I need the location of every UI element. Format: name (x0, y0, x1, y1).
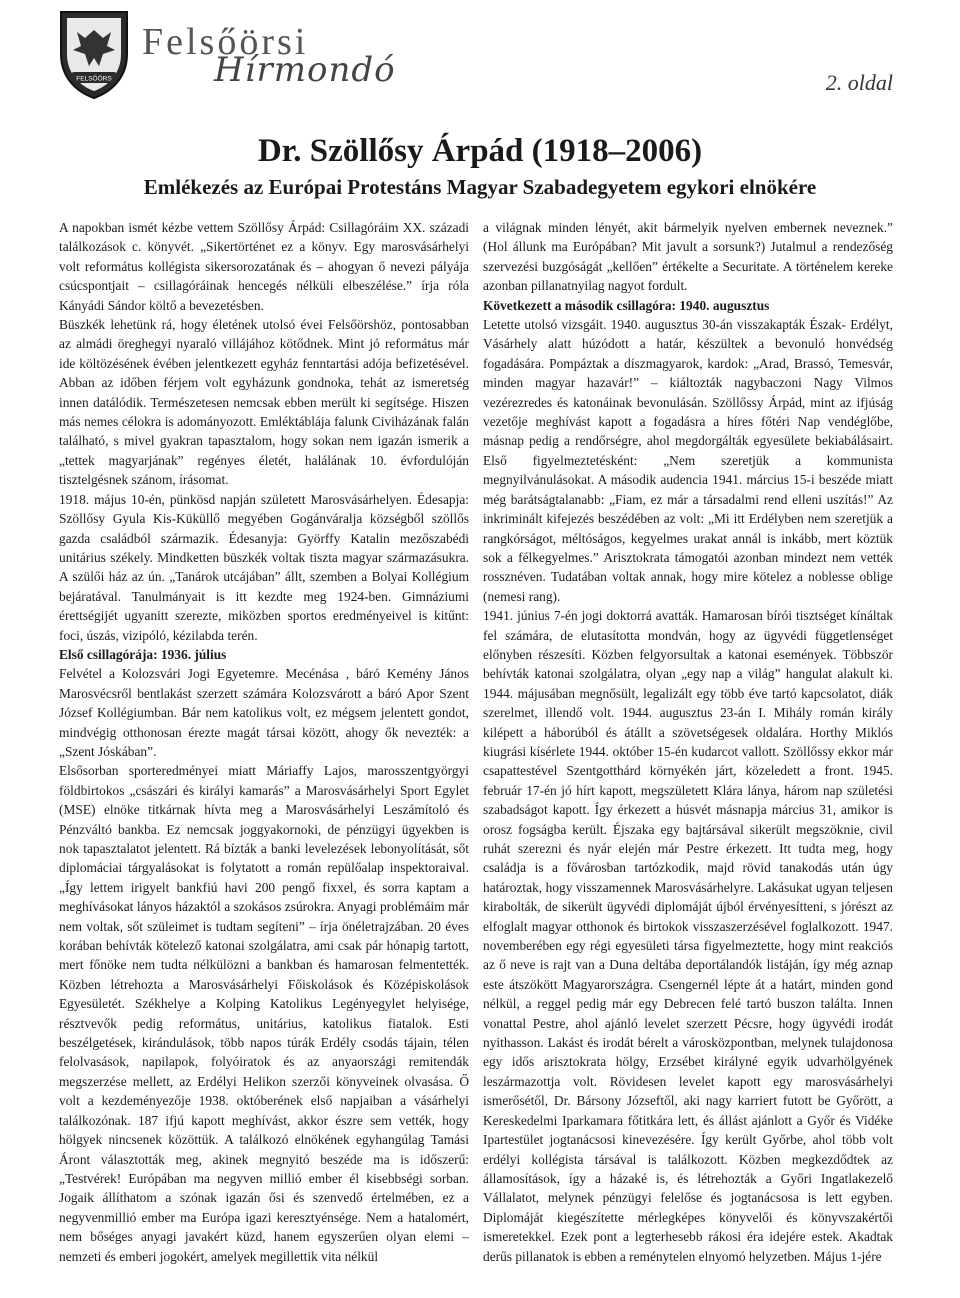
section-heading: Következett a második csillagóra: 1940. augusztus (483, 297, 770, 313)
paragraph: Felvétel a Kolozsvári Jogi Egyetemre. Mecénása , báró Kemény János Marosvécsről bentlakást szerzett számára Kolozsvárott a báró Apor Szent József Kollégiumban. Bár nem katolikus volt, ez mégsem jelentett gondot, mindvégig otthonosan érezte magát társai között, ahogy ők nevezték: a „Szent Jóskában”. (59, 666, 469, 759)
article-subtitle: Emlékezés az Európai Protestáns Magyar Szabadegyetem egykori elnökére (143, 175, 817, 199)
article-title: Dr. Szöllősy Árpád (1918–2006) (257, 133, 703, 169)
paragraph: Büszkék lehetünk rá, hogy életének utolsó évei Felsőörshöz, pontosabban az almádi öreghegyi nyaraló villájához kötődnek. Mint jó református már ide költözésének évében jelentkezett egyház fenntartási adója befizetésével. Abban az időben férjem volt egyházunk gondnoka, tehát az ismeretség innen datálódik. Természetesen nemcsak ebben merült ki segítsége. Hiszen más nemes célokra is adományozott. Emléktáblája falunk Civiházának falán található, s mivel gyakran tapasztalom, hogy sokan nem igazán ismerik a „tettek magyarjának” regényes életét, halálának 10. évfordulóján tisztelgésnek szánom, írásomat. (59, 317, 469, 488)
paragraph: a világnak minden lényét, akit bármelyik nyelven embernek neveznek.” (Hol állunk ma Európában? Mit javult a sorsunk?) Jutalmul a rendezőség szervezési buzgóságát „kellően” értékelte a Securitate. A történelem kereke azonban pillanatnyilag nagyot fordult. (483, 220, 893, 294)
section-heading: Első csillagórája: 1936. július (59, 646, 227, 662)
paragraph: Elsősorban sporteredményei miatt Máriaffy Lajos, marosszentgyörgyi földbirtokos „császári és királyi kamarás” a Marosvásárhelyi Sport Egylet (MSE) elnöke titkárnak hívta meg a Marosvásárhelyi Leszámítoló és Pénzváltó bankba. Ez nemcsak joggyakornoki, de pénzügyi ügyekben is nok tapasztalatot jelentett. Rá bízták a banki levelezések lebonyolítását, sőt diplomáciai tárgyalásokat is folytatott a román repülőalap inspektoraival. „Így lettem irigyelt bankfiú havi 200 pengő fixxel, és sorra kaptam a meghívásokat lányos házaktól a szokásos zsúrokra. Anyagi problémáim már nem voltak, sőt szüleimet is tudtam segíteni” – írja önéletrajzában. 20 éves korában behívták kötelező katonai szolgálatra, ami csak pár hónapig tartott, mert főnöke nem tudta nélkülözni a bankban és hamarosan felmentették. Közben létrehozta a Marosvásárhelyi Főiskolások és Középiskolások Egyesületét. Székhelye a Kolping Katolikus Legényegylet helyisége, résztvevők pedig református, unitárius, katolikus fiatalok. Esti beszélgetések, kirándulások, több napos túrák Erdély csodás tájain, télen felolvasások, napilapok, folyóiratok és az anyaországi remitendák megszerzése mellett, az Erdélyi Helikon szerzői könyveinek olvasása. Ő volt a kezdeményezője 1938. októberének első napjaiban a vásárhelyi találkozónak. 187 ifjú kapott meghívást, akkor észre sem vették, hogy hölgyek nincsenek közöttük. A találkozó elnökének egyhangúlag Tamási Áront választották meg, akinek megnyitó beszéde ma is időszerű: „Testvérek! Európában ma negyven millió ember él kisebbségi sorban. Jogaik állíthatom a szónak igazán ősi és szenvedő értelmében, ez a negyvenmillió ember ma Európa igazi keresztyénsége. Nem a hatalomért, nem bőséges anyagi javakért küzd, hanem egyszerűen olyan elemi – nemzeti és emberi jogokért, amelyek megillettik vita nélkül (59, 763, 469, 1264)
paragraph: 1918. május 10-én, pünkösd napján született Marosvásárhelyen. Édesapja: Szöllősy Gyula Kis-Küküllő megyében Gogánváralja községből szöllős gazda családból származik. Édesanyja: Györffy Katalin mezőszabédi unitárius székely. Mindketten büszkék voltak tiszta magyar származásukra. A szülői ház az ún. „Tanárok utcájában” állt, szemben a Bolyai Kollégium bejáratával. Tanulmányait is itt kezdte meg 1924-ben. Gimnáziumi érettségijét ugyanitt szerezte, miközben sportos eredményeivel is kitűnt: foci, úszás, vizipóló, kézilabda terén. (59, 491, 469, 643)
svg-text:FELSŐÖRS: FELSŐÖRS (76, 75, 112, 83)
right-column (483, 218, 893, 1266)
page-number: 2. oldal (825, 70, 893, 95)
paragraph: 1941. június 7-én jogi doktorrá avatták. Hamarosan bírói tisztséget kínáltak fel számára, de elutasította mondván, hogy az ügyvédi függetlenséget előnyben részesíti. Közben felgyorsultak a katonai események. Többször behívták katonai szolgálatra, olyan „egy nap a világ” hangulat alakult ki. 1944. májusában megnősült, legalizált egy több éve tartó kapcsolatot, diák szerelmet, illendő volt. 1944. augusztus 23-án I. Mihály román király kilépett a háborúból és átállt a szövetségesek oldalára. Horthy Miklós kiugrási kísérlete 1944. október 15-én kudarcot vallott. Szöllőssy ekkor már csapattestével Szentgotthárd környékén járt, közeledett a front. 1945. február 17-én jó hírt kapott, megszületett Klára lánya, három nap születési szabadságot kapott. Így érkezett a húsvét másnapja március 31, amikor is orosz fogságba került. Éjszaka egy bajtársával sikerült megszöknie, civil ruhát szerezni és nyár elején már Pestre érkezett. Itt tudta meg, hogy családja is a fővárosban tartózkodik, majd rövid tanakodás után úgy határoztak, hogy visszamennek Marosvásárhelyre. Lakásukat ugyan teljesen kirabolták, de sikerült ügyvédi diplomáját újból érvényesítteni, s jórészt az elfoglalt magyar otthonok és birtokok visszaszerzésével foglalkozott. 1947. novemberében egy régi egyesületi társa figyelmeztette, hogy mint reakciós az ő neve is rajt van a Duna deltába deportálandók listáján, így még aznap este átszökött Magyarországra. Csengernél lépte át a határt, minden gond nélkül, a reggel pedig már egy Debrecen felé tartó buszon találta. Innen vonattal Pestre, ahol ajánló levelet szerzett Pécsre, hogy ügyvédi irodát nyithasson. Lakást és irodát bérelt a városközpontban, melynek tulajdonosa egy idős arisztokrata hölgy, Erzsébet királyné egyik udvarhölgyének leszármazottja volt. Rövidesen levelet kapott egy marosvásárhelyi ismerősétől, Dr. Bársony Józseftől, aki nagy karriert futott be Győrött, a Kereskedelmi Iparkamara főtitkára lett, és állást ajánlott a Győr és Vidéke Ipartestület jogtanácsosi kinevezésére. Így került Győrbe, ahol több volt erdélyi kollégista társával is találkozott. Közben megkezdődtek az államosítások, így a házaké is, és létrehozták a Győri Ingatlakezelő Vállalatot, melynek pénzügyi felelőse és jogtanácsosa is lett egyben. Diplomáját kiegészítette mérlegképes könyvelői és könyvszakértői ismeretekkel. Ezek pont a legterhesebb rákosi éra idejére estek. Akadtak derűs pillanatok is ebben a reménytelen elnyomó helyzetben. Május 1-jére (483, 608, 893, 1264)
coat-of-arms-icon (55, 8, 133, 100)
masthead (0, 0, 960, 118)
paragraph: A napokban ismét kézbe vettem Szöllősy Árpád: Csillagóráim XX. századi találkozások c. könyvét. „Sikertörténet ez a könyv. Egy marosvásárhelyi volt református kollégista sikersorozatának és – ahogyan ő nevezi pályája csúcspontjait – csillagóráinak hencegés nélküli elbeszélése.” írja róla Kányádi Sándor költő a bevezetésben. (59, 220, 469, 313)
paragraph: Letette utolsó vizsgáit. 1940. augusztus 30-án visszakapták Észak- Erdélyt, Vásárhely alatt húzódott a határ, készültek a bevonuló honvédség fogadására. Pompáztak a díszmagyarok, kardok: „Arad, Brassó, Temesvár, minden magyar hazavár!” – kiáltozták nagybaczoni Nagy Vilmos vezérezredes és katonáinak bevonulásán. Szöllőssy Árpád, mint az ifjúság vezetője meghívást kapott a fogadásra a híres főtéri Nap vendéglőbe, másnap pedig a rendőrségre, ahol megdorgálták egyesülete bekiabálásairt. Első figyelmeztetésként: „Nem szeretjük a kommunista megnyilvánulásokat. A második audencia 1941. március 15-i beszéde miatt még barátságtalanabb: „Fiam, ez már a társadalmi rend elleni uszítás!” Az inkriminált kifejezés beszédében az volt: „Mi itt Erdélyben nem szeretjük a rangkórságot, méltóságos, kegyelmes urakat annál is inkább, mert köztük sok a félkegyelmes.” Arisztokrata támogatói azonban mindezt nem vették rossznéven. Tudatában voltak annak, hogy mire kötelez a noblesse oblige (nemesi rang). (483, 317, 893, 604)
brand-name: Felsőörsi (142, 21, 309, 63)
left-column (59, 218, 469, 1266)
brand-script: Hírmondó (214, 50, 396, 90)
